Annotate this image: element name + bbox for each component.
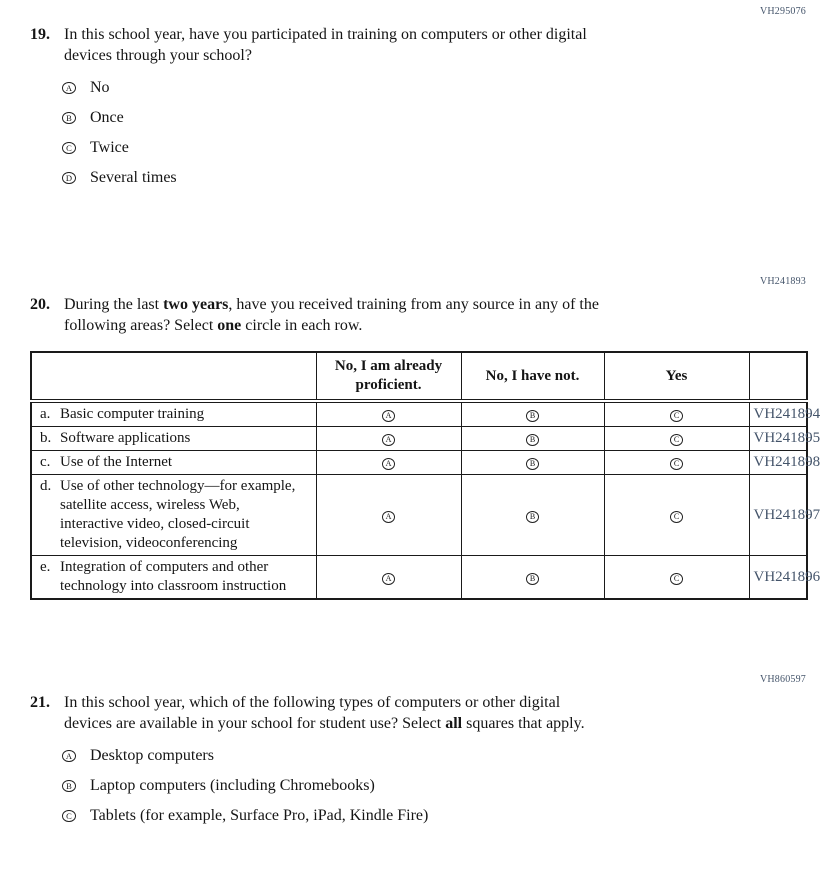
question-text [64,24,587,66]
option-bubble[interactable]: A [382,434,395,446]
column-header-empty [749,352,807,401]
question-19 [30,24,806,66]
q19-code: VH295076 [759,6,806,17]
row-code-cell: VH241898 [749,451,807,475]
option-bubble[interactable]: A [382,458,395,470]
option-bubble[interactable]: B [62,112,76,125]
question-20 [30,294,806,336]
option-bubble[interactable]: C [62,142,76,155]
q21-options [30,748,806,824]
option-label: Laptop computers (including Chromebooks) [90,777,375,794]
question-text-line: During the last two years, have you received training from any source in any of the [64,296,599,313]
column-header-empty [31,352,316,401]
option-bubble[interactable]: A [382,511,395,523]
option-label: Twice [90,139,129,156]
option-label: No [90,79,110,96]
option-bubble[interactable]: B [526,573,539,585]
answer-option [62,170,806,186]
option-bubble[interactable]: B [526,511,539,523]
bubble-cell [461,451,604,475]
column-header-no-have-not: No, I have not. [461,352,604,401]
answer-option [62,80,806,96]
q20-response-table [30,351,821,600]
question-text-line: In this school year, have you participated in training on computers or other digital [64,26,587,43]
option-bubble[interactable]: B [526,458,539,470]
bubble-cell [604,475,749,556]
q19-options [30,80,806,186]
question-text-line: devices through your school? [64,47,252,64]
option-bubble[interactable]: C [62,810,76,823]
q20-code: VH241893 [759,276,806,287]
table-row [31,427,807,451]
question-20-section [30,276,821,600]
bubble-cell [604,401,749,427]
option-label: Several times [90,169,177,186]
q21-code-line [30,674,806,686]
option-bubble[interactable]: C [670,573,683,585]
question-number: 21. [30,694,50,711]
option-bubble[interactable]: B [526,410,539,422]
question-text [64,692,585,734]
answer-option [62,110,806,126]
option-bubble[interactable]: A [382,573,395,585]
question-text [64,294,599,336]
option-bubble[interactable]: A [382,410,395,422]
bubble-cell [604,451,749,475]
bubble-cell [461,427,604,451]
question-21 [30,692,806,734]
bubble-cell [461,475,604,556]
row-label-cell: b. Software applications [31,427,316,451]
row-label-cell: d. Use of other technology—for example, satellite access, wireless Web, interactive video, closed-circuit television, videoconferencing [31,475,316,556]
row-code-cell: VH241894 [749,401,807,427]
question-text-line: In this school year, which of the following types of computers or other digital [64,694,561,711]
row-label-cell: c. Use of the Internet [31,451,316,475]
option-bubble[interactable]: D [62,172,76,185]
answer-option [62,748,806,764]
table-header-row [31,352,807,401]
question-21-section [30,674,806,824]
option-label: Once [90,109,124,126]
question-number: 20. [30,296,50,313]
q21-code: VH860597 [759,674,806,685]
bubble-cell [316,451,461,475]
option-bubble[interactable]: C [670,434,683,446]
option-bubble[interactable]: A [62,750,76,763]
option-bubble[interactable]: B [526,434,539,446]
answer-option [62,140,806,156]
table-row [31,475,807,556]
table-row [31,556,807,600]
column-header-yes: Yes [604,352,749,401]
option-bubble[interactable]: A [62,82,76,95]
bubble-cell [316,401,461,427]
row-code-cell: VH241896 [749,556,807,600]
bubble-cell [604,427,749,451]
bubble-cell [316,475,461,556]
row-label-cell: a. Basic computer training [31,401,316,427]
option-label: Desktop computers [90,747,214,764]
answer-option [62,778,806,794]
answer-option [62,808,806,824]
bubble-cell [461,556,604,600]
question-number: 19. [30,26,50,43]
q19-code-line [30,6,806,18]
table-row [31,401,807,427]
question-text-line: following areas? Select one circle in each row. [64,317,363,334]
bubble-cell [604,556,749,600]
bubble-cell [461,401,604,427]
option-bubble[interactable]: C [670,458,683,470]
column-header-no-proficient: No, I am already proficient. [316,352,461,401]
option-bubble[interactable]: B [62,780,76,793]
bubble-cell [316,427,461,451]
option-label: Tablets (for example, Surface Pro, iPad, Kindle Fire) [90,807,429,824]
row-code-cell: VH241897 [749,475,807,556]
question-text-line: devices are available in your school for student use? Select all squares that apply. [64,715,585,732]
table-row [31,451,807,475]
row-label-cell: e. Integration of computers and other technology into classroom instruction [31,556,316,600]
bubble-cell [316,556,461,600]
option-bubble[interactable]: C [670,511,683,523]
q20-code-line [30,276,806,288]
option-bubble[interactable]: C [670,410,683,422]
row-code-cell: VH241895 [749,427,807,451]
